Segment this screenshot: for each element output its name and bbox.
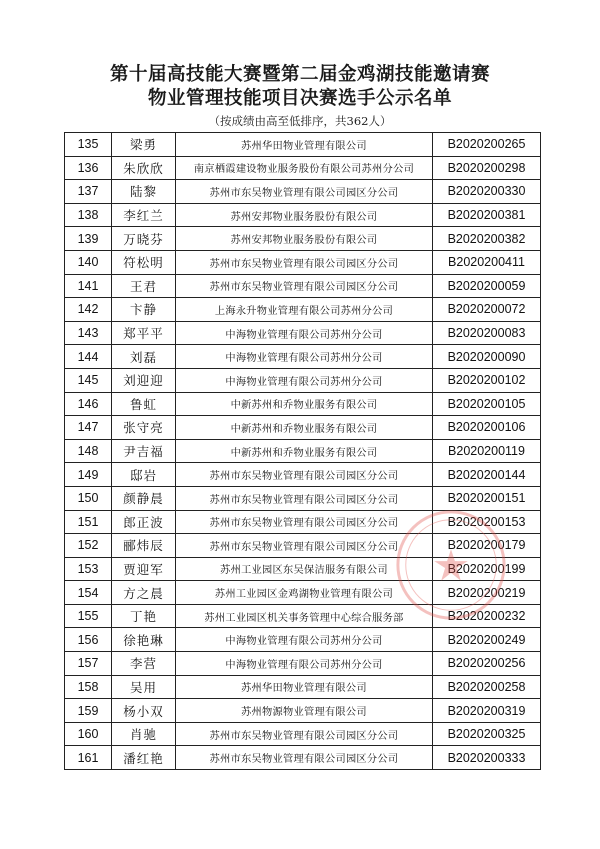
registration-id-cell: B2020200298 [433,156,541,180]
rank-number-cell: 150 [65,486,112,510]
contestant-name-cell: 张守亮 [112,416,176,440]
rank-number-cell: 143 [65,321,112,345]
organization-cell: 苏州市东吴物业管理有限公司园区分公司 [176,722,433,746]
organization-cell: 中新苏州和乔物业服务有限公司 [176,416,433,440]
table-row [65,604,541,628]
table-row [65,416,541,440]
organization-cell: 中海物业管理有限公司苏州分公司 [176,345,433,369]
organization-cell: 苏州市东吴物业管理有限公司园区分公司 [176,510,433,534]
contestant-name-cell: 陆黎 [112,180,176,204]
table-row [65,345,541,369]
contestant-name-cell: 朱欣欣 [112,156,176,180]
organization-cell: 苏州安邦物业服务股份有限公司 [176,227,433,251]
registration-id-cell: B2020200232 [433,604,541,628]
table-row [65,180,541,204]
rank-number-cell: 137 [65,180,112,204]
table-row [65,534,541,558]
rank-number-cell: 139 [65,227,112,251]
registration-id-cell: B2020200102 [433,368,541,392]
table-row [65,203,541,227]
organization-cell: 苏州市东吴物业管理有限公司园区分公司 [176,486,433,510]
organization-cell: 南京栖霞建设物业服务股份有限公司苏州分公司 [176,156,433,180]
registration-id-cell: B2020200325 [433,722,541,746]
registration-id-cell: B2020200411 [433,250,541,274]
table-row [65,298,541,322]
contestant-name-cell: 徐艳琳 [112,628,176,652]
contestant-name-cell: 郦炜辰 [112,534,176,558]
rank-number-cell: 153 [65,557,112,581]
registration-id-cell: B2020200059 [433,274,541,298]
contestant-name-cell: 刘迎迎 [112,368,176,392]
contestant-name-cell: 潘红艳 [112,746,176,770]
organization-cell: 苏州市东吴物业管理有限公司园区分公司 [176,180,433,204]
rank-number-cell: 161 [65,746,112,770]
rank-number-cell: 159 [65,699,112,723]
contestant-table-body [65,133,541,770]
rank-number-cell: 156 [65,628,112,652]
rank-number-cell: 158 [65,675,112,699]
organization-cell: 苏州华田物业管理有限公司 [176,675,433,699]
contestant-name-cell: 梁勇 [112,133,176,157]
registration-id-cell: B2020200333 [433,746,541,770]
organization-cell: 苏州市东吴物业管理有限公司园区分公司 [176,250,433,274]
contestant-name-cell: 吴用 [112,675,176,699]
registration-id-cell: B2020200249 [433,628,541,652]
organization-cell: 苏州市东吴物业管理有限公司园区分公司 [176,534,433,558]
contestant-name-cell: 颜静晨 [112,486,176,510]
organization-cell: 中新苏州和乔物业服务有限公司 [176,392,433,416]
organization-cell: 苏州安邦物业服务股份有限公司 [176,203,433,227]
table-row [65,699,541,723]
registration-id-cell: B2020200381 [433,203,541,227]
table-row [65,463,541,487]
registration-id-cell: B2020200219 [433,581,541,605]
organization-cell: 苏州物源物业管理有限公司 [176,699,433,723]
registration-id-cell: B2020200256 [433,652,541,676]
contestant-name-cell: 邸岩 [112,463,176,487]
table-row [65,392,541,416]
rank-number-cell: 154 [65,581,112,605]
table-row [65,675,541,699]
organization-cell: 苏州市东吴物业管理有限公司园区分公司 [176,274,433,298]
table-row [65,250,541,274]
rank-number-cell: 147 [65,416,112,440]
contestant-name-cell: 杨小双 [112,699,176,723]
organization-cell: 苏州工业园区金鸡湖物业管理有限公司 [176,581,433,605]
table-row [65,628,541,652]
contestant-name-cell: 万晓芬 [112,227,176,251]
table-row [65,722,541,746]
rank-number-cell: 151 [65,510,112,534]
contestant-name-cell: 尹吉福 [112,439,176,463]
registration-id-cell: B2020200072 [433,298,541,322]
contestant-name-cell: 卞静 [112,298,176,322]
table-row [65,746,541,770]
registration-id-cell: B2020200199 [433,557,541,581]
organization-cell: 苏州工业园区机关事务管理中心综合服务部 [176,604,433,628]
organization-cell: 苏州市东吴物业管理有限公司园区分公司 [176,746,433,770]
page-subtitle-title: 物业管理技能项目决赛选手公示名单 [147,88,452,109]
table-row [65,581,541,605]
registration-id-cell: B2020200144 [433,463,541,487]
table-row [65,368,541,392]
organization-cell: 上海永升物业管理有限公司苏州分公司 [176,298,433,322]
registration-id-cell: B2020200090 [433,345,541,369]
registration-id-cell: B2020200151 [433,486,541,510]
registration-id-cell: B2020200382 [433,227,541,251]
contestant-name-cell: 李红兰 [112,203,176,227]
contestant-name-cell: 鲁虹 [112,392,176,416]
organization-cell: 中海物业管理有限公司苏州分公司 [176,628,433,652]
table-row [65,274,541,298]
sort-note: （按成绩由高至低排序，共362人） [208,114,392,128]
registration-id-cell: B2020200258 [433,675,541,699]
organization-cell: 中海物业管理有限公司苏州分公司 [176,368,433,392]
registration-id-cell: B2020200105 [433,392,541,416]
contestant-name-cell: 方之晨 [112,581,176,605]
organization-cell: 中海物业管理有限公司苏州分公司 [176,321,433,345]
registration-id-cell: B2020200083 [433,321,541,345]
table-row [65,557,541,581]
organization-cell: 苏州华田物业管理有限公司 [176,133,433,157]
contestant-name-cell: 刘磊 [112,345,176,369]
table-row [65,439,541,463]
table-row [65,510,541,534]
table-row [65,486,541,510]
contestant-name-cell: 郎正波 [112,510,176,534]
registration-id-cell: B2020200179 [433,534,541,558]
rank-number-cell: 155 [65,604,112,628]
registration-id-cell: B2020200119 [433,439,541,463]
rank-number-cell: 138 [65,203,112,227]
rank-number-cell: 160 [65,722,112,746]
organization-cell: 苏州市东吴物业管理有限公司园区分公司 [176,463,433,487]
contestant-name-cell: 李营 [112,652,176,676]
rank-number-cell: 157 [65,652,112,676]
rank-number-cell: 149 [65,463,112,487]
contestant-name-cell: 贾迎军 [112,557,176,581]
contestant-name-cell: 王君 [112,274,176,298]
registration-id-cell: B2020200330 [433,180,541,204]
contestant-name-cell: 符松明 [112,250,176,274]
organization-cell: 苏州工业园区东吴保洁服务有限公司 [176,557,433,581]
rank-number-cell: 152 [65,534,112,558]
rank-number-cell: 141 [65,274,112,298]
table-row [65,321,541,345]
rank-number-cell: 146 [65,392,112,416]
contestant-name-cell: 肖驰 [112,722,176,746]
rank-number-cell: 136 [65,156,112,180]
rank-number-cell: 144 [65,345,112,369]
organization-cell: 中海物业管理有限公司苏州分公司 [176,652,433,676]
organization-cell: 中新苏州和乔物业服务有限公司 [176,439,433,463]
registration-id-cell: B2020200153 [433,510,541,534]
table-row [65,652,541,676]
table-row [65,227,541,251]
rank-number-cell: 148 [65,439,112,463]
table-row [65,133,541,157]
rank-number-cell: 145 [65,368,112,392]
rank-number-cell: 140 [65,250,112,274]
contestant-name-cell: 丁艳 [112,604,176,628]
table-row [65,156,541,180]
registration-id-cell: B2020200106 [433,416,541,440]
page-title: 第十届高技能大赛暨第二届金鸡湖技能邀请赛 [109,64,490,85]
contestant-name-cell: 郑平平 [112,321,176,345]
registration-id-cell: B2020200265 [433,133,541,157]
registration-id-cell: B2020200319 [433,699,541,723]
contestant-table [64,132,541,770]
rank-number-cell: 142 [65,298,112,322]
rank-number-cell: 135 [65,133,112,157]
